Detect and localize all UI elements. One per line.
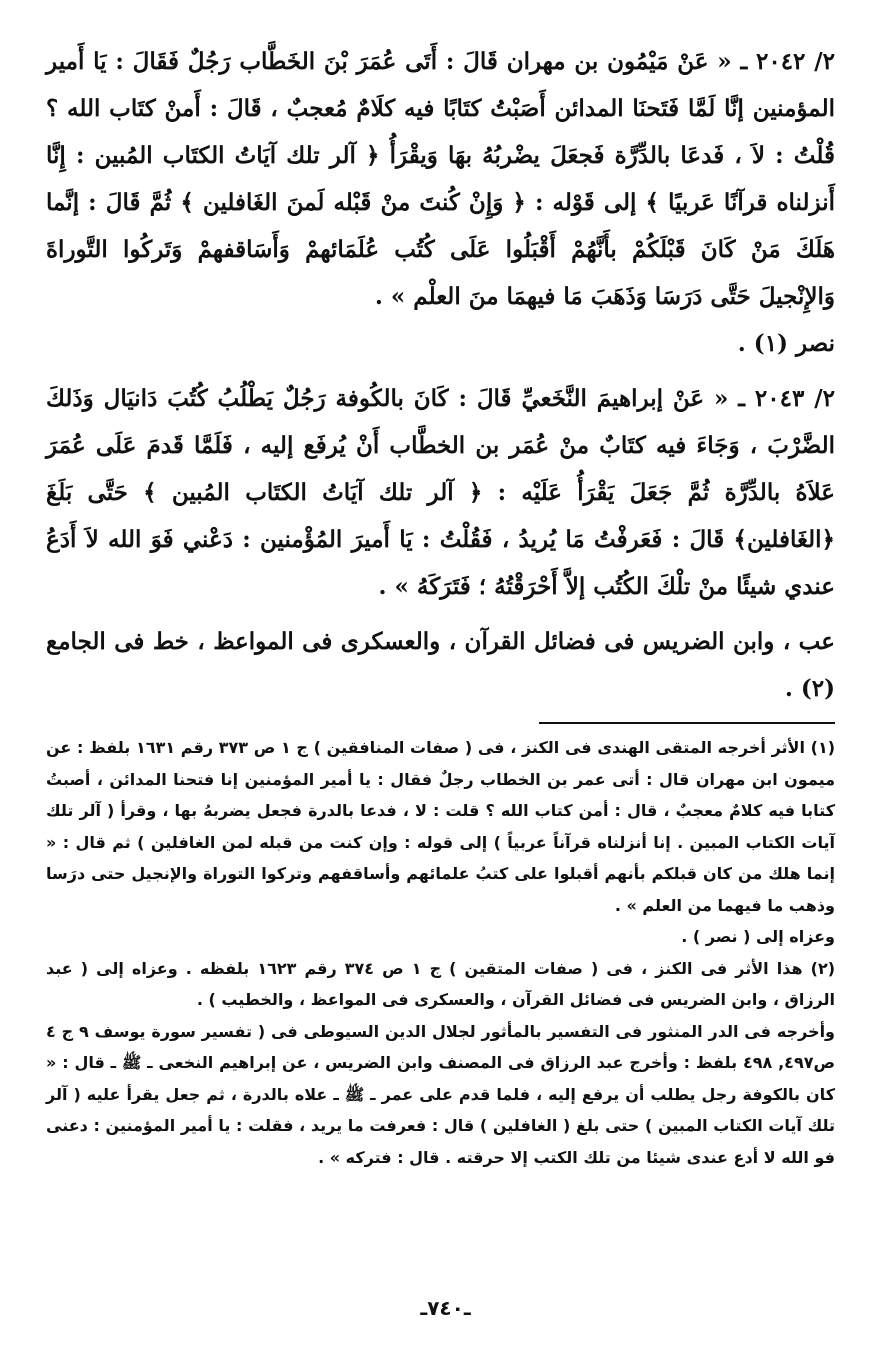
- footnote-1-attribution: وعزاه إلى ( نصر ) .: [681, 927, 835, 946]
- hadith-source: نصر (١) .: [737, 330, 835, 357]
- hadith-2042: [46, 38, 835, 320]
- footnote-2: (٢) هذا الأثر فى الكنز ، فى ( صفات المتقين ) ج ١ ص ٣٧٤ رقم ١٦٢٣ بلفظه . وعزاه إلى ( عبد الرزاق ، وابن الضريس فى فضائل القرآن ، والعسكرى فى المواعظ ، والخطيب ) .: [46, 958, 836, 1009]
- hadith-number: ٢/ ٢٠٤٣ ـ: [738, 385, 835, 412]
- hadith-source: عب ، وابن الضريس فى فضائل القرآن ، والعسكرى فى المواعظ ، خط فى الجامع (٢) .: [46, 628, 835, 702]
- hadith-2043: [46, 375, 835, 610]
- spacer: [46, 610, 835, 618]
- hadith-number: ٢/ ٢٠٤٢ ـ: [740, 48, 835, 75]
- footnote-2-continued: وأخرجه فى الدر المنثور فى التفسير بالمأثور لجلال الدين السيوطى فى ( تفسير سورة يوسف ٩ ج ٤ ص٤٩٧, ٤٩٨ بلفظ : وأخرج عبد الرزاق فى المصنف وابن الضريس ، عن إبراهيم النخعى ـ ﷺ ـ قال : « كان بالكوفة رجل يطلب أن يرفع إليه ، فلما قدم على عمر ـ ﷺ ـ علاه بالدرة ، ثم جعل يقرأ عليه ( آلر تلك آيات الكتاب المبين ) حتى بلغ ( الغافلين ) قال : فعرفت ما يريد ، فقلت : يا أمير المؤمنين : دعنى فو الله لا أدع عندى شيئا من تلك الكتب إلا حرقته . قال : فتركه » .: [46, 1021, 835, 1167]
- spacer: [46, 367, 835, 375]
- page-number: ـ٧٤٠ـ: [420, 1296, 471, 1320]
- footnotes: [46, 732, 835, 1173]
- hadith-text: « عَنْ مَيْمُون بن مهران قَالَ : أَتَى عُمَرَ بْنَ الخَطَّاب رَجُلٌ فَقَالَ : يَا أَمير المؤمنين إنَّا لَمَّا فَتَحنَا المدائن أَصَبْتُ كتَابًا فيه كلَامٌ مُعجبٌ ، قَالَ : أَمنْ كتَاب الله ؟ قُلْتُ : لاَ ، فَدعَا بالدِّرَّة فَجعَلَ يضْربُهُ بهَا وَيقْرَأُ ﴿ آلر تلك آيَاتُ الكتَاب المُبين : إِنَّا أَنزلناه قرآنًا عَربيًا ﴾ إلى قَوْله : ﴿ وَإِنْ كُنتَ منْ قَبْله لَمنَ الغَافلين ﴾ ثُمَّ قَالَ : إنَّما هَلَكَ مَنْ كَانَ قَبْلَكُمْ بأَنَّهُمْ أَقْبَلُوا عَلَى كُتُب عُلَمَائهمْ وَأَسَاقفهمْ وَتَركُوا التَّوراةَ وَالإِنْجيلَ حَتَّى دَرَسَا وَذَهَبَ مَا فيهمَا منَ العلْم » .: [46, 48, 835, 310]
- main-text: [46, 38, 835, 712]
- footnote-separator: [539, 722, 835, 724]
- hadith-text: « عَنْ إبراهيمَ النَّخَعيِّ قَالَ : كَانَ بالكُوفة رَجُلٌ يَطْلُبُ كُتُبَ دَانيَال وَذَلكَ الضَّرْبَ ، وَجَاءَ فيه كتَابٌ منْ عُمَر بن الخطَّاب أَنْ يُرفَع إليه ، فَلَمَّا قَدمَ عَلَى عُمَرَ عَلاَهُ بالدِّرَّة ثُمَّ جَعَلَ يَقْرَأُ عَلَيْه : ﴿ آلر تلك آيَاتُ الكتَاب المُبين ﴾ حَتَّى بَلَغَ ﴿الغَافلين﴾ قَالَ : فَعَرفْتُ مَا يُريدُ ، فَقُلْتُ : يَا أَميرَ المُؤْمنين : دَعْني فَوَ الله لاَ أَدَعُ عندي شيئًا منْ تلْكَ الكُتُب إلاَّ أَحْرَقْتُهُ ؛ فَتَرَكَهُ » .: [46, 385, 835, 600]
- footnote-1: (١) الأثر أخرجه المتقى الهندى فى الكنز ، فى ( صفات المنافقين ) ج ١ ص ٣٧٣ رقم ١٦٣١ بلفظ : عن ميمون ابن مهران قال : أتى عمر بن الخطاب رجلٌ فقال : يا أمير المؤمنين إنا فتحنا المدائن ، أصبتُ كتابا فيه كلامٌ معجبٌ ، قال : أمن كتاب الله ؟ قلت : لا ، فدعا بالدرة فجعل يضربهُ بها ، وقرأ ( آلر تلك آيات الكتاب المبين . إنا أنزلناه قرآناً عربياً ) إلى قوله : وإن كنت من قبله لمن الغافلين ) ثم قال : « إنما هلك من كان قبلكم بأنهم أقبلوا على كتبُ علمائهم وأساقفهم وتركوا التوراة والإنجيل حتى درَسا وذهب ما فيهما من العلم » .: [46, 738, 836, 915]
